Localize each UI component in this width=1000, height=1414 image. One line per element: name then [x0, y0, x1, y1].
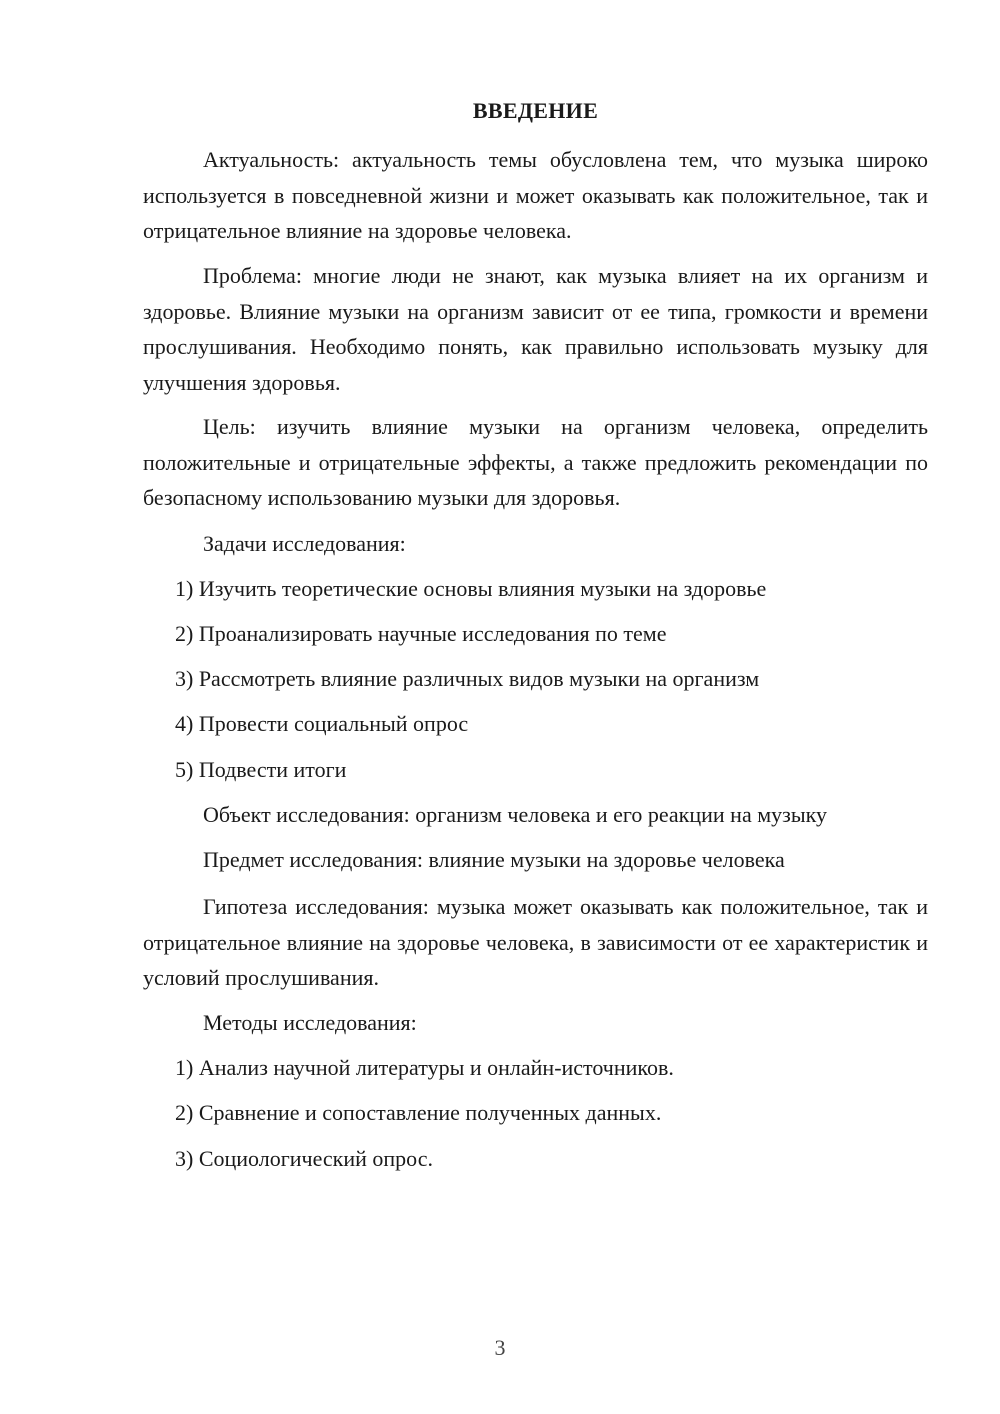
goal-paragraph: Цель: изучить влияние музыки на организм человека, определить положительные и отрицательные эффекты, а также предложить рекомендации по безопасному использованию музыки для здоровья. — [143, 414, 928, 510]
method-item: 3) Социологический опрос. — [175, 1146, 433, 1171]
method-item: 2) Сравнение и сопоставление полученных данных. — [175, 1100, 662, 1125]
task-item: 5) Подвести итоги — [175, 757, 347, 782]
research-subject: Предмет исследования: влияние музыки на здоровье человека — [203, 847, 785, 872]
method-item: 1) Анализ научной литературы и онлайн-источников. — [175, 1055, 674, 1080]
research-object: Объект исследования: организм человека и его реакции на музыку — [203, 802, 827, 827]
methods-heading: Методы исследования: — [203, 1010, 417, 1035]
hypothesis-paragraph: Гипотеза исследования: музыка может оказывать как положительное, так и отрицательное влияние на здоровье человека, в зависимости от ее характеристик и условий прослушивания. — [143, 894, 928, 990]
problem-paragraph: Проблема: многие люди не знают, как музыка влияет на их организм и здоровье. Влияние музыки на организм зависит от ее типа, громкости и времени прослушивания. Необходимо понять, как правильно использовать музыку для улучшения здоровья. — [143, 263, 928, 395]
task-item: 1) Изучить теоретические основы влияния музыки на здоровье — [175, 576, 767, 601]
tasks-heading: Задачи исследования: — [203, 531, 406, 556]
task-item: 3) Рассмотреть влияние различных видов музыки на организм — [175, 666, 760, 691]
task-item: 2) Проанализировать научные исследования по теме — [175, 621, 667, 646]
page-title: ВВЕДЕНИЕ — [472, 98, 599, 123]
task-item: 4) Провести социальный опрос — [175, 711, 469, 736]
relevance-paragraph: Актуальность: актуальность темы обусловлена тем, что музыка широко используется в повседневной жизни и может оказывать как положительное, так и отрицательное влияние на здоровье человека. — [143, 147, 928, 243]
page-number: 3 — [494, 1335, 506, 1360]
